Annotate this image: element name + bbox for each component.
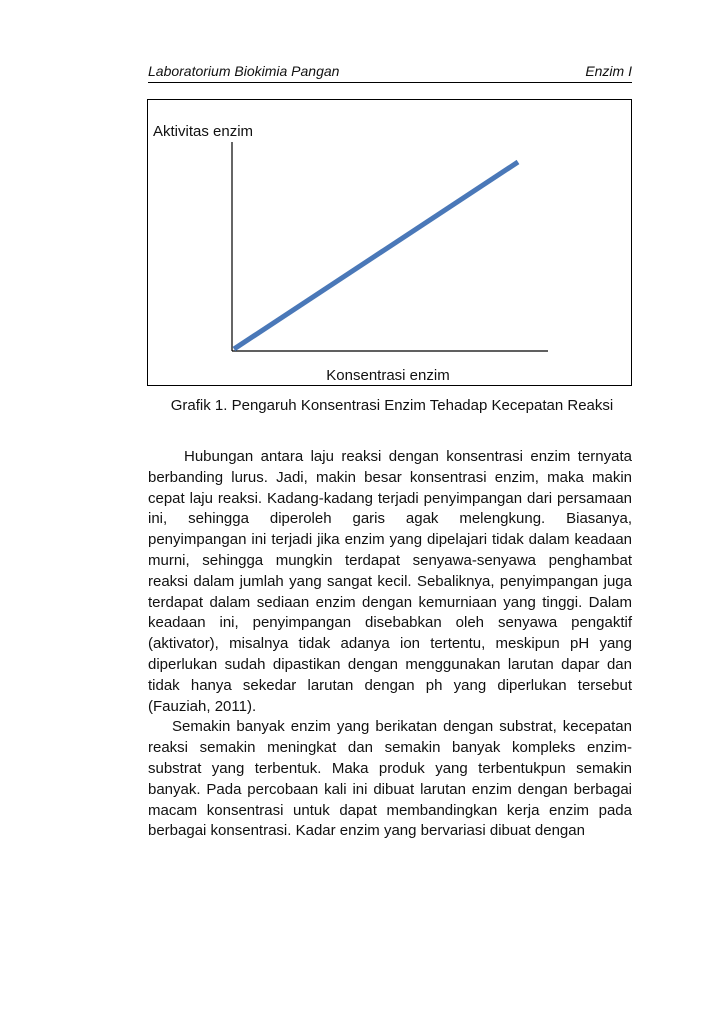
series-line-0 — [234, 162, 518, 349]
paragraph: Hubungan antara laju reaksi dengan konsentrasi enzim ternyata berbanding lurus. Jadi, makin besar konsentrasi enzim, maka makin cepat laju reaksi. Kadang-kadang terjadi penyimpangan dari persamaan ini, sehingga diperoleh garis agak melengkung. Biasanya, penyimpangan ini terjadi jika enzim yang dipelajari tidak dalam keadaan murni, sehingga mungkin terdapat senyawa-senyawa penghambat reaksi dalam jumlah yang sangat kecil. Sebaliknya, penyimpangan juga terdapat dalam sediaan enzim dengan kemurniaan yang tinggi. Dalam keadaan ini, penyimpangan disebabkan oleh senyawa pengaktif (aktivator), misalnya tidak adanya ion tertentu, meskipun pH yang diperlukan sudah dipastikan dengan menggunakan larutan dapar dan tidak hanya sekedar larutan dengan ph yang diperlukan tersebut (Fauziah, 2011). — [148, 448, 632, 715]
chart-frame — [147, 99, 632, 386]
figure-caption: Grafik 1. Pengaruh Konsentrasi Enzim Tehadap Kecepatan Reaksi — [170, 397, 614, 414]
series-layer — [234, 162, 518, 349]
paragraph: Semakin banyak enzim yang berikatan dengan substrat, kecepatan reaksi semakin meningkat dan semakin banyak kompleks enzim-substrat yang terbentuk. Maka produk yang terbentukpun semakin banyak. Pada percobaan kali ini dibuat larutan enzim dengan berbagai macam konsentrasi untuk dapat membandingkan kerja enzim pada berbagai konsentrasi. Kadar enzim yang bervariasi dibuat dengan — [148, 718, 632, 840]
body-text — [148, 447, 632, 842]
x-axis-label: Konsentrasi enzim — [326, 367, 450, 384]
enzyme-activity-chart — [148, 100, 631, 385]
header-left-title: Laboratorium Biokimia Pangan — [148, 63, 340, 79]
y-axis-label: Aktivitas enzim — [153, 123, 254, 140]
page-header — [148, 58, 632, 83]
header-right-title: Enzim I — [585, 63, 632, 79]
